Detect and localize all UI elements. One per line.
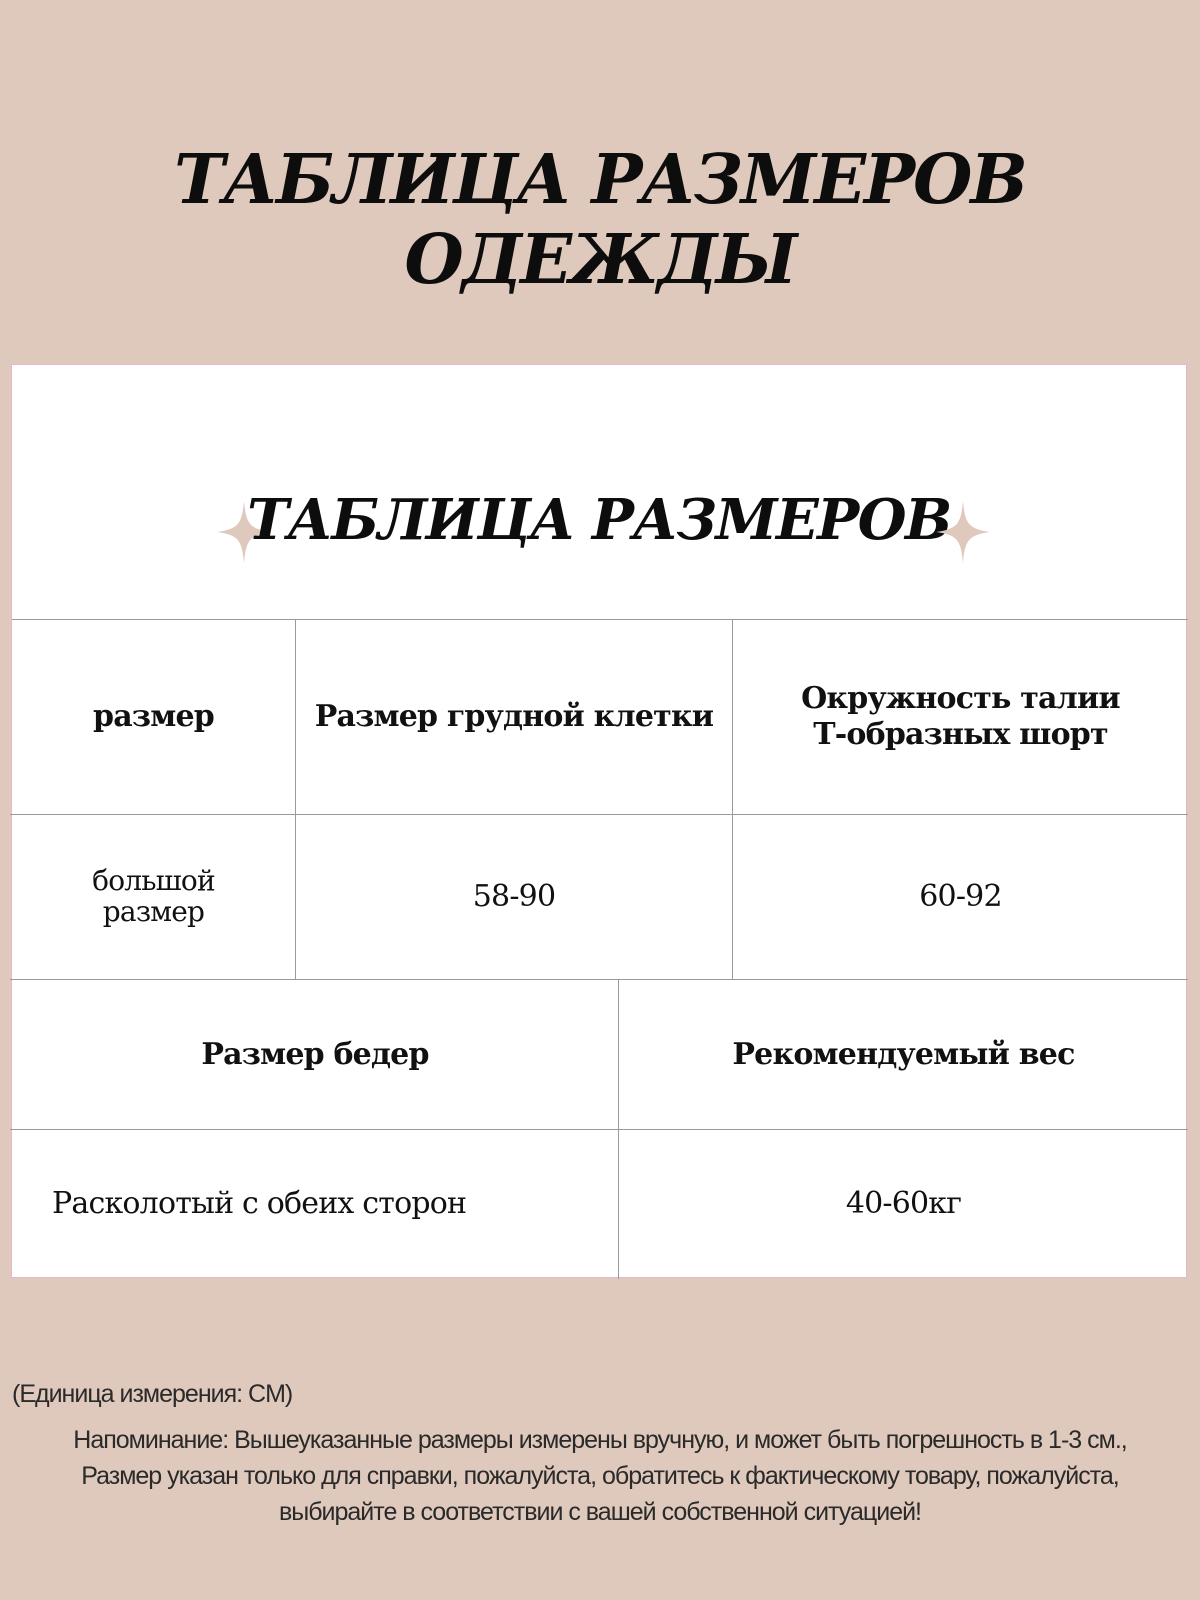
table-cell: [733, 815, 1188, 979]
table-header-cell: [12, 620, 295, 814]
header-size: размер: [93, 699, 214, 734]
table-cell: [619, 1130, 1188, 1278]
reminder-note: [0, 1422, 1200, 1530]
table-cell: [296, 815, 732, 979]
value-size: большой размер: [92, 864, 215, 928]
reminder-line: Напоминание: Вышеуказанные размеры измерены вручную, и может быть погрешность в 1-3 см.,: [73, 1426, 1127, 1454]
unit-note: (Единица измерения: CM): [12, 1380, 293, 1408]
value-chest: 58-90: [472, 879, 556, 914]
value-hips: Расколотый с обеих сторон: [52, 1186, 467, 1221]
header-hips: Размер бедер: [201, 1036, 429, 1072]
table-header-cell: [296, 620, 732, 814]
header-weight: Рекомендуемый вес: [732, 1036, 1075, 1072]
size-chart-card: [11, 364, 1187, 1278]
value-weight: 40-60кг: [845, 1186, 962, 1221]
table-cell: [12, 815, 295, 979]
reminder-line: выбирайте в соответствии с вашей собственной ситуацией!: [278, 1498, 922, 1526]
card-subtitle: ТАБЛИЦА РАЗМЕРОВ: [247, 487, 951, 553]
table-cell: [12, 1130, 618, 1278]
header-chest: Размер грудной клетки: [314, 699, 714, 734]
header-waist: Окружность талии Т-образных шорт: [801, 681, 1120, 752]
reminder-line: Размер указан только для справки, пожалуйста, обратитесь к фактическому товару, пожалуйста,: [81, 1462, 1119, 1490]
table-header-cell: [733, 620, 1188, 814]
card-header: [12, 365, 1186, 619]
page-title: ТАБЛИЦА РАЗМЕРОВ ОДЕЖДЫ: [174, 140, 1026, 300]
table-header-cell: [619, 980, 1188, 1129]
table-header-cell: [12, 980, 618, 1129]
sparkle-icon: [936, 501, 990, 563]
value-waist: 60-92: [919, 879, 1002, 914]
